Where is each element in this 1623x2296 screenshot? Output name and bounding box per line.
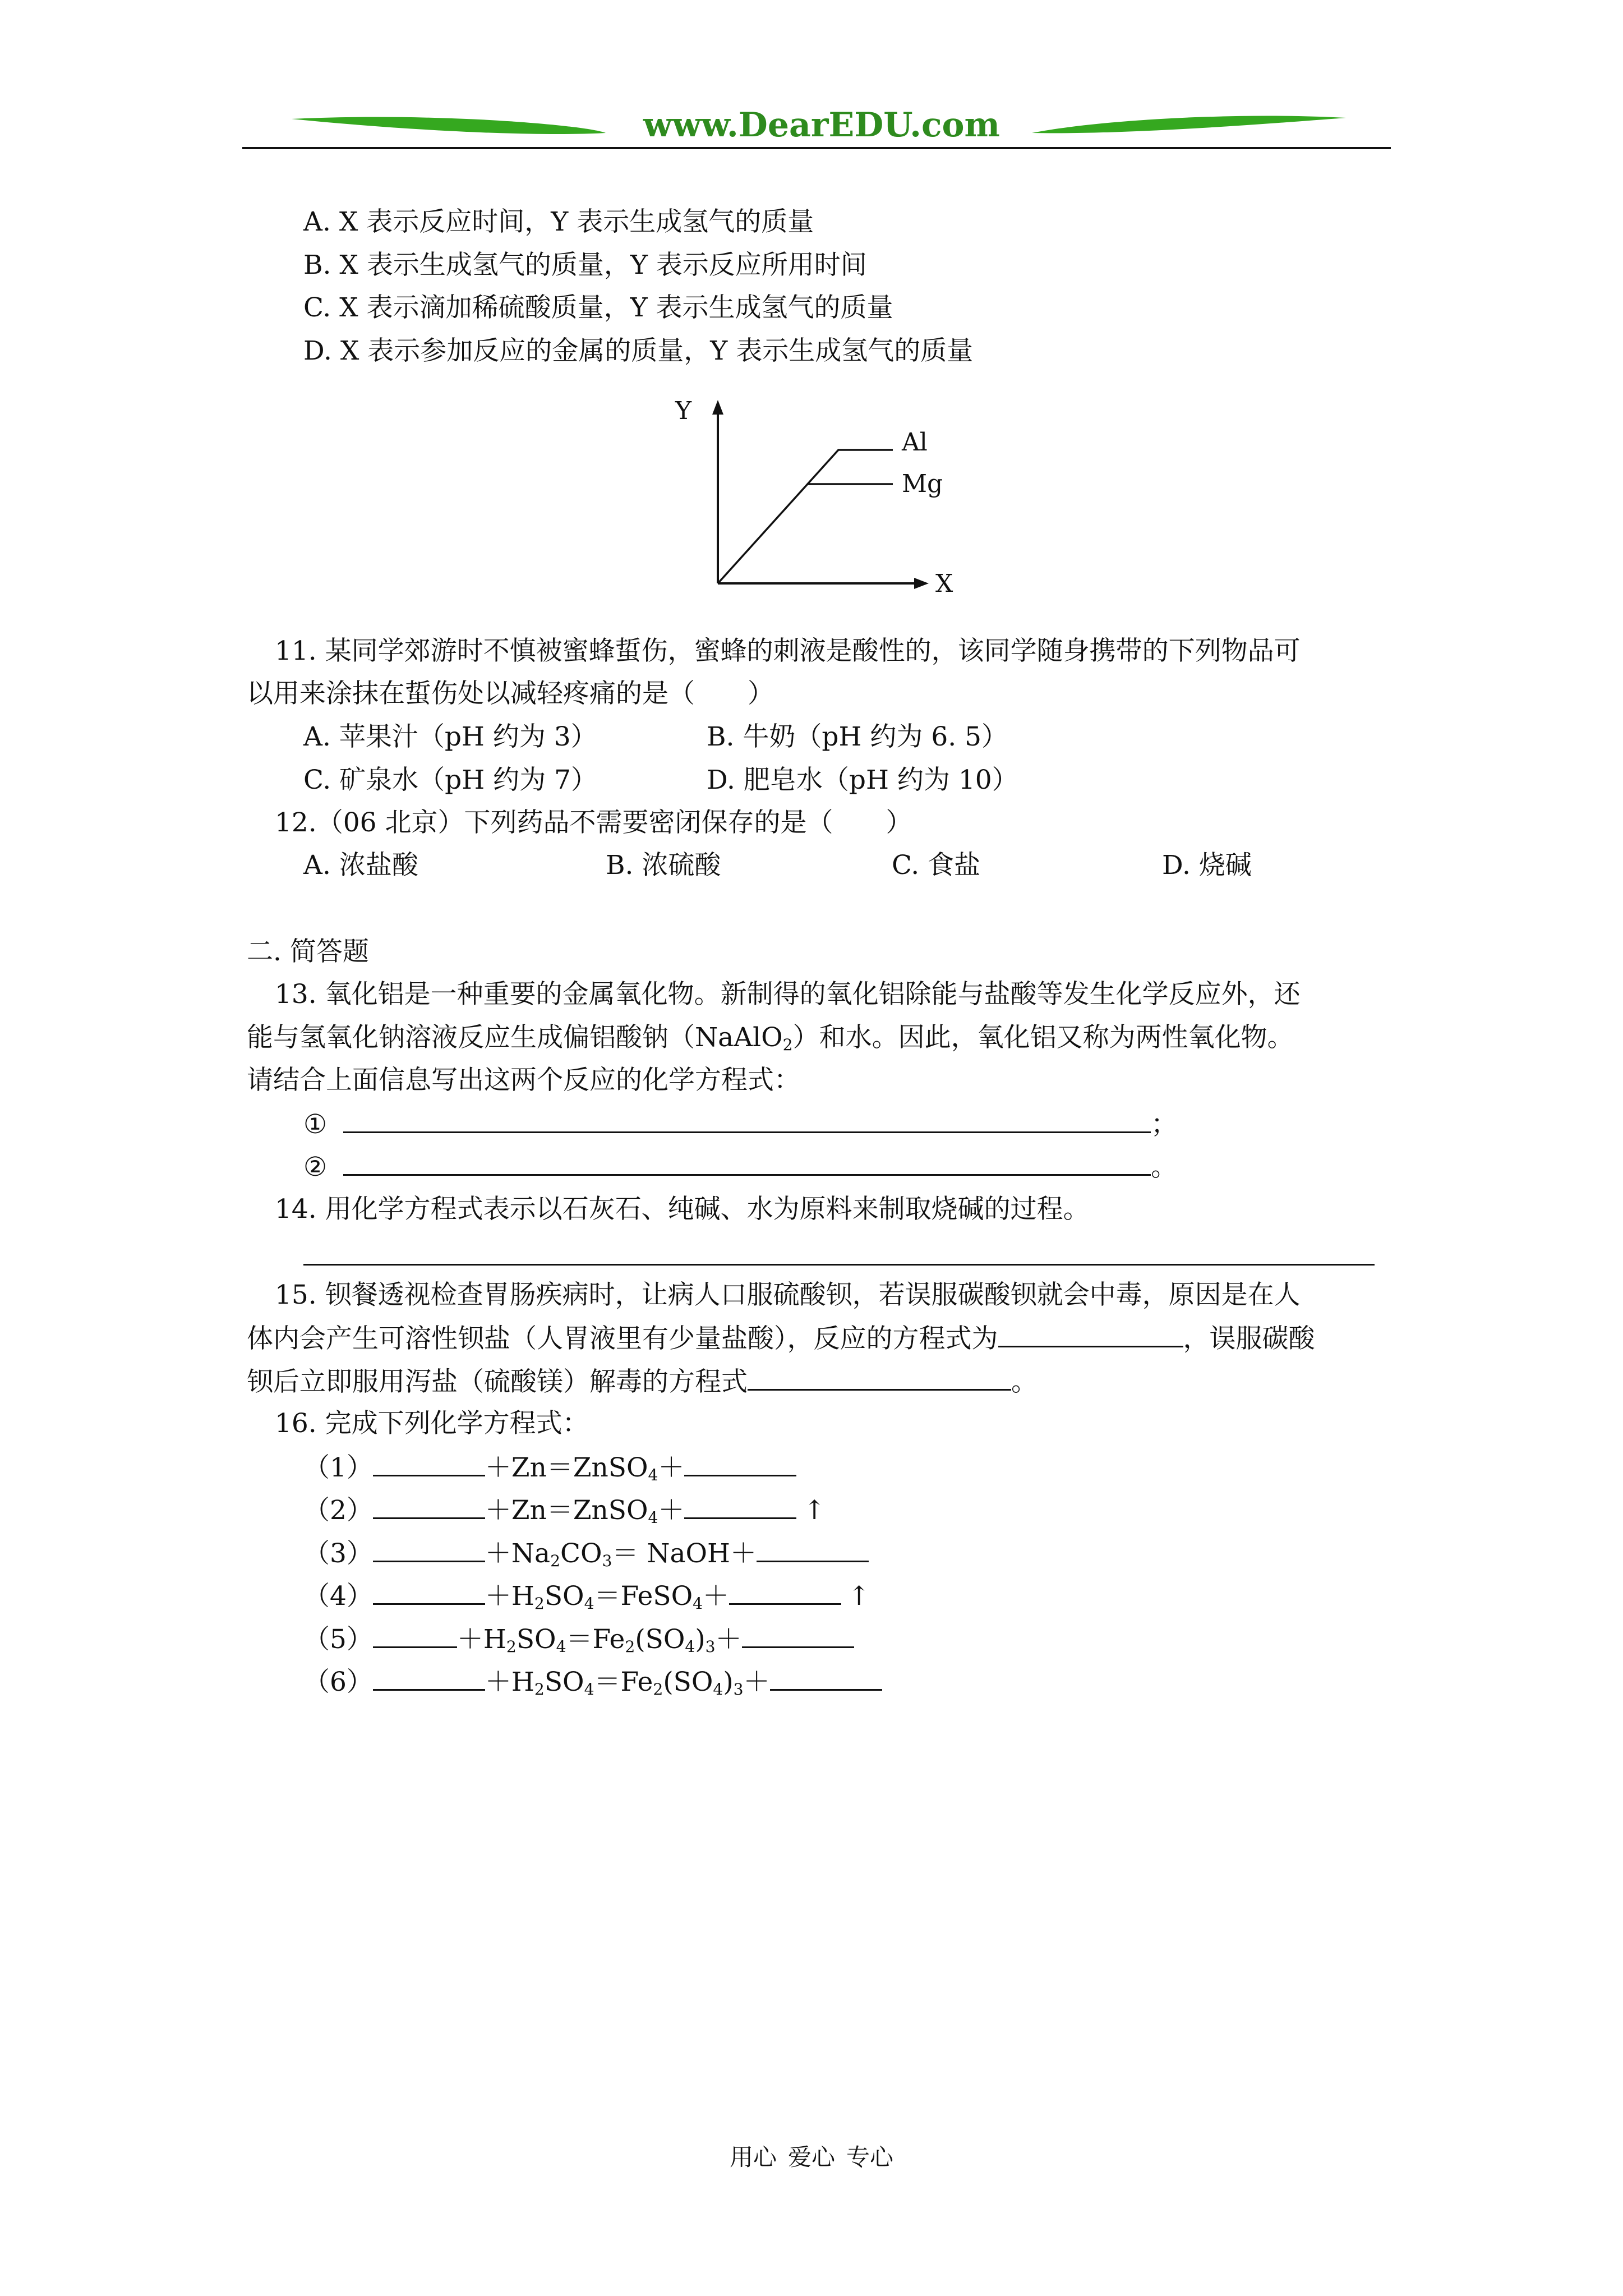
q16-item-5 xyxy=(303,1622,854,1657)
q16-item-eq: ＋Zn＝ZnSO$_4$＋ xyxy=(485,1495,685,1527)
q14-stem: 14. 用化学方程式表示以石灰石、纯碱、水为原料来制取烧碱的过程。 xyxy=(275,1194,1090,1225)
section-title: 二. 简答题 xyxy=(247,936,369,967)
q11-stem-line2: 以用来涂抹在蜇伤处以减轻疼痛的是（ ） xyxy=(247,678,774,709)
q10-option-d: D. X 表示参加反应的金属的质量，Y 表示生成氢气的质量 xyxy=(303,335,974,366)
q13-line2-pre: 能与氢氧化钠溶液反应生成偏铝酸钠（NaAlO xyxy=(247,1022,783,1053)
q13-end-2: 。 xyxy=(1151,1152,1178,1182)
q16-item-3 xyxy=(303,1536,869,1571)
q12-option-d: D. 烧碱 xyxy=(1162,850,1252,881)
q16-blank-left[interactable] xyxy=(373,1622,457,1648)
header-rule xyxy=(242,147,1391,149)
q11-option-c: C. 矿泉水（pH 约为 7） xyxy=(303,765,598,795)
q13-end-1: ； xyxy=(1151,1109,1178,1140)
q14-answer-blank[interactable] xyxy=(303,1264,1375,1266)
q11-option-b: B. 牛奶（pH 约为 6. 5） xyxy=(707,721,1008,752)
q13-mark-1: ① xyxy=(303,1109,328,1140)
q16-item-tail: ↑ xyxy=(803,1495,826,1526)
q16-item-6 xyxy=(303,1664,882,1699)
q15-line3-pre: 钡后立即服用泻盐（硫酸镁）解毒的方程式 xyxy=(247,1366,748,1397)
q16-item-num: （3） xyxy=(303,1538,373,1569)
q16-item-1 xyxy=(303,1450,796,1485)
q12-option-a: A. 浓盐酸 xyxy=(303,850,418,881)
q15-line2-post: ，误服碳酸 xyxy=(1183,1323,1315,1354)
q16-item-tail: ↑ xyxy=(848,1581,870,1612)
q16-blank-right[interactable] xyxy=(742,1622,854,1648)
q13-mark-2: ② xyxy=(303,1152,328,1182)
footer-word-2: 爱心 xyxy=(787,2143,835,2171)
q16-blank-right[interactable] xyxy=(684,1493,796,1519)
site-logo xyxy=(292,102,1346,147)
graph-x-arrow xyxy=(914,578,929,589)
q13-answer-blank-2[interactable] xyxy=(343,1149,1151,1176)
q11-stem-line1: 11. 某同学郊游时不慎被蜜蜂蜇伤，蜜蜂的刺液是酸性的，该同学随身携带的下列物品可 xyxy=(275,636,1301,666)
q16-stem: 16. 完成下列化学方程式： xyxy=(275,1408,589,1439)
q15-answer-blank-1[interactable] xyxy=(998,1321,1183,1347)
q13-line2-sub: 2 xyxy=(782,1036,793,1055)
q13-answer-2 xyxy=(303,1149,1177,1184)
q16-blank-right[interactable] xyxy=(757,1536,869,1562)
q16-item-eq: $+Na_2CO_3=$ NaOH＋ xyxy=(485,1538,757,1571)
footer-word-1: 用心 xyxy=(729,2143,777,2171)
q16-blank-right[interactable] xyxy=(684,1450,796,1476)
q16-blank-left[interactable] xyxy=(373,1450,485,1476)
graph-series-mg-label: Mg xyxy=(902,470,943,498)
q10-option-a: A. X 表示反应时间，Y 表示生成氢气的质量 xyxy=(303,206,814,237)
graph-y-label: Y xyxy=(675,397,692,425)
q16-item-2 xyxy=(303,1493,826,1527)
q15-stem-line3 xyxy=(247,1364,1038,1399)
metal-hydrogen-graph xyxy=(667,395,981,597)
graph-x-label: X xyxy=(935,569,953,597)
graph-line-al xyxy=(718,450,893,583)
q16-item-num: （5） xyxy=(303,1624,373,1655)
graph-series-al-label: Al xyxy=(902,428,928,457)
q15-stem-line2 xyxy=(247,1321,1315,1356)
footer-word-3: 专心 xyxy=(846,2143,894,2171)
q16-blank-left[interactable] xyxy=(373,1664,485,1691)
q11-option-a: A. 苹果汁（pH 约为 3） xyxy=(303,721,597,752)
q12-option-c: C. 食盐 xyxy=(892,850,981,881)
q15-stem-line1: 15. 钡餐透视检查胃肠疾病时，让病人口服硫酸钡，若误服碳酸钡就会中毒，原因是在人 xyxy=(275,1280,1301,1310)
q16-blank-right[interactable] xyxy=(729,1579,841,1605)
q16-item-num: （6） xyxy=(303,1667,373,1697)
graph-y-arrow xyxy=(712,400,723,415)
q13-stem-line3: 请结合上面信息写出这两个反应的化学方程式： xyxy=(247,1065,800,1096)
q13-answer-1 xyxy=(303,1107,1177,1142)
q13-stem-line1: 13. 氧化铝是一种重要的金属氧化物。新制得的氧化铝除能与盐酸等发生化学反应外，还 xyxy=(275,979,1301,1010)
q10-option-b: B. X 表示生成氢气的质量，Y 表示反应所用时间 xyxy=(303,250,867,280)
q16-item-eq: ＋Zn＝ZnSO$_4$＋ xyxy=(485,1452,685,1485)
q16-item-eq: $+H_2SO_4=FeSO_4+$ xyxy=(485,1581,730,1613)
q13-stem-line2 xyxy=(247,1021,1294,1055)
q16-item-num: （2） xyxy=(303,1495,373,1526)
q16-item-eq: $+H_2SO_4=Fe_2(SO_4)_3+$ xyxy=(485,1667,770,1699)
q12-stem: 12.（06 北京）下列药品不需要密闭保存的是（ ） xyxy=(275,807,912,838)
q16-blank-left[interactable] xyxy=(373,1536,485,1562)
q15-answer-blank-2[interactable] xyxy=(748,1364,1011,1391)
page-footer xyxy=(0,2142,1623,2173)
q15-line3-post: 。 xyxy=(1011,1366,1038,1397)
q11-option-d: D. 肥皂水（pH 约为 10） xyxy=(707,765,1018,795)
q12-option-b: B. 浓硫酸 xyxy=(606,850,721,881)
site-logo-text: www.DearEDU.com xyxy=(643,105,1000,145)
q16-blank-left[interactable] xyxy=(373,1493,485,1519)
q16-item-num: （1） xyxy=(303,1452,373,1483)
q10-option-c: C. X 表示滴加稀硫酸质量，Y 表示生成氢气的质量 xyxy=(303,292,893,323)
q13-answer-blank-1[interactable] xyxy=(343,1107,1151,1133)
q15-line2-pre: 体内会产生可溶性钡盐（人胃液里有少量盐酸），反应的方程式为 xyxy=(247,1323,998,1354)
q16-item-eq: $+H_2SO_4=Fe_2(SO_4)_3+$ xyxy=(457,1624,742,1657)
q16-item-num: （4） xyxy=(303,1581,373,1612)
q13-line2-post: ）和水。因此，氧化铝又称为两性氧化物。 xyxy=(792,1022,1294,1053)
q16-blank-left[interactable] xyxy=(373,1579,485,1605)
q16-item-4 xyxy=(303,1579,870,1613)
q16-blank-right[interactable] xyxy=(770,1664,882,1691)
